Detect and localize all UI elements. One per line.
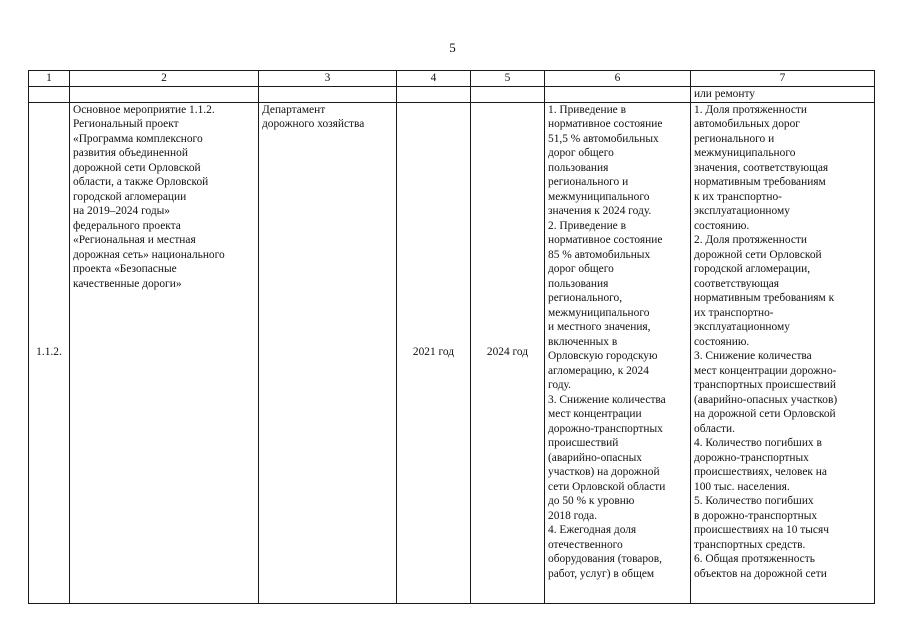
continuation-cell-2 [70, 87, 259, 103]
column-header-3: 3 [259, 71, 397, 87]
target-indicators: 1. Доля протяженности автомобильных дорог регионального и межмуниципального значения, соответствующая нормативным требованиям к их транспортно- эксплуатационному состоянию. 2. Доля протяженности дорожной сети Орловской городской агломерации, соответствующая нормативным требованиям к их транспортно- эксплуатационному состоянию. 3. Снижение количества мест концентрации дорожно- транспортных происшествий (аварийно-опасных участков) на дорожной сети Орловской области. 4. Количество погибших в дорожно-транспортных происшествиях, человек на 100 тыс. населения. 5. Количество погибших в дорожно-транспортных происшествиях на 10 тысяч транспортных средств. 6. Общая протяженность объектов на дорожной сети [691, 102, 875, 603]
column-header-5: 5 [471, 71, 545, 87]
activity-description: Основное мероприятие 1.1.2. Региональный проект «Программа комплексного развития объединенной дорожной сети Орловской области, а также Орловской городской агломерации на 2019–2024 годы» федерального проекта «Региональная и местная дорожная сеть» национального проекта «Безопасные качественные дороги» [70, 102, 259, 603]
column-header-1: 1 [29, 71, 70, 87]
continuation-cell-4 [397, 87, 471, 103]
table-row [29, 102, 875, 603]
header-row [29, 71, 875, 87]
page-number: 5 [449, 40, 456, 55]
column-header-4: 4 [397, 71, 471, 87]
row-code: 1.1.2. [29, 102, 70, 603]
program-table [28, 70, 875, 604]
continuation-cell-6 [545, 87, 691, 103]
end-year: 2024 год [471, 102, 545, 603]
continuation-cell-5 [471, 87, 545, 103]
continuation-row [29, 87, 875, 103]
expected-results: 1. Приведение в нормативное состояние 51,5 % автомобильных дорог общего пользования регионального и межмуниципального значения к 2024 году. 2. Приведение в нормативное состояние 85 % автомобильных дорог общего пользования регионального, межмуниципального и местного значения, включенных в Орловскую городскую агломерацию, к 2024 году. 3. Снижение количества мест концентрации дорожно-транспортных происшествий (аварийно-опасных участков) на дорожной сети Орловской области до 50 % к уровню 2018 года. 4. Ежегодная доля отечественного оборудования (товаров, работ, услуг) в общем [545, 102, 691, 603]
column-header-6: 6 [545, 71, 691, 87]
responsible-executor: Департамент дорожного хозяйства [259, 102, 397, 603]
continuation-cell-7: или ремонту [691, 87, 875, 103]
start-year: 2021 год [397, 102, 471, 603]
column-header-2: 2 [70, 71, 259, 87]
continuation-cell-3 [259, 87, 397, 103]
column-header-7: 7 [691, 71, 875, 87]
continuation-cell-1 [29, 87, 70, 103]
